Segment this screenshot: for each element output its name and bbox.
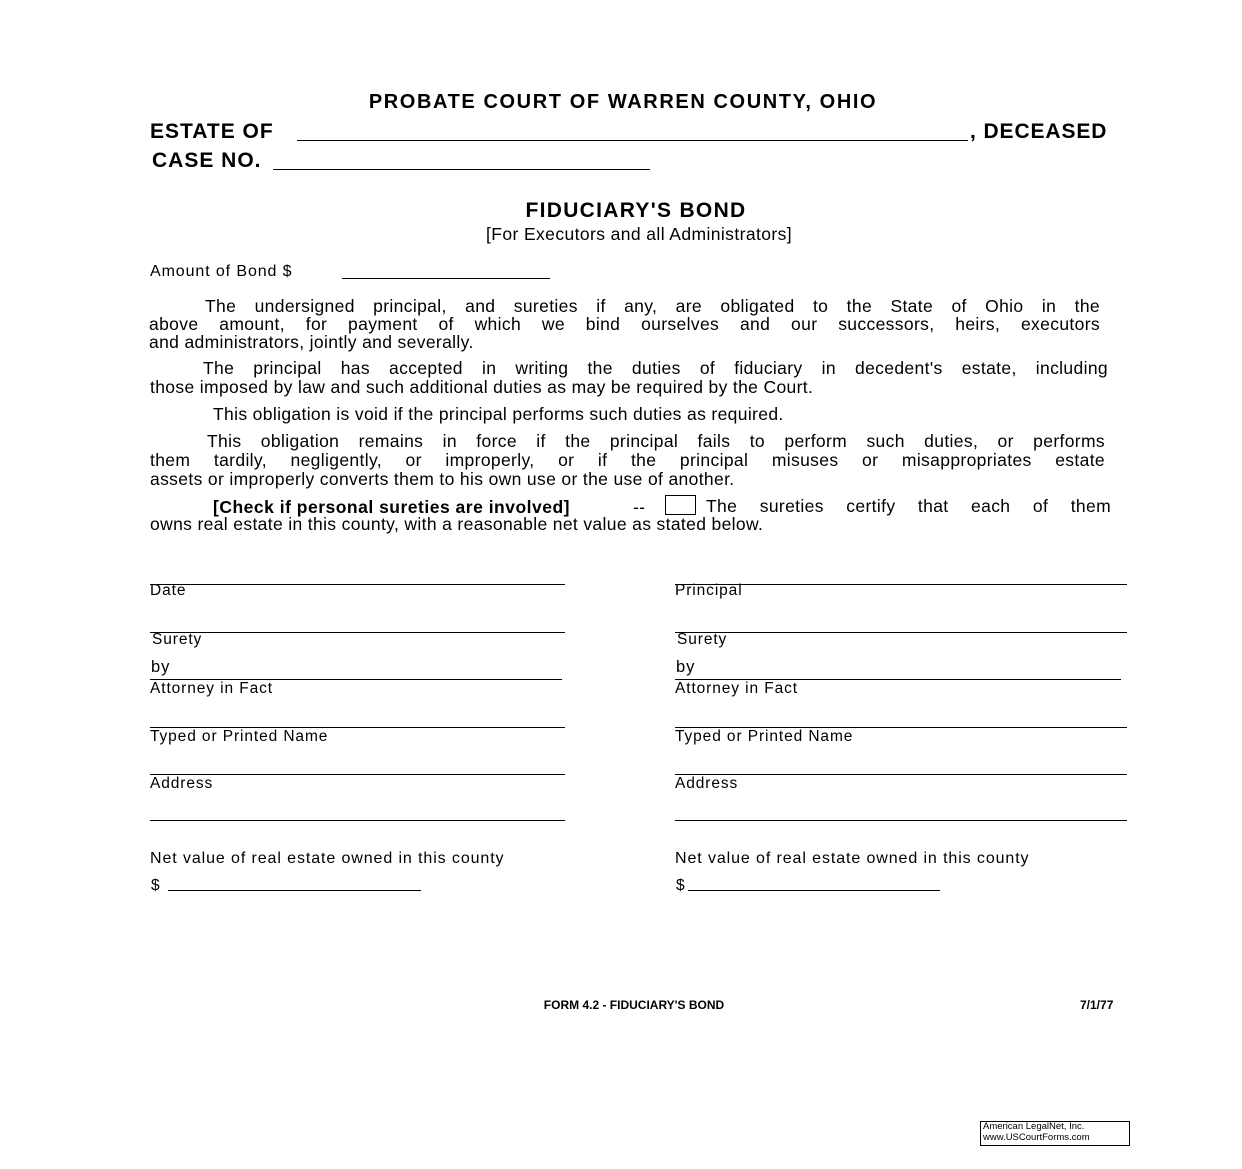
estate-of-label: ESTATE OF [150,120,274,143]
left-address-label: Address [150,775,214,792]
left-attorney-label: Attorney in Fact [150,680,273,697]
estate-name-field[interactable] [297,140,968,141]
date-field[interactable] [150,584,565,585]
publisher-box [980,1121,1130,1146]
p1-line2: above amount, for payment of which we bind ourselves and our successors, heirs, executors [149,314,1100,334]
deceased-label: , DECEASED [970,120,1108,143]
right-net-value-field[interactable] [688,890,940,891]
p3-line1: This obligation is void if the principal performs such duties as required. [213,404,784,424]
left-typed-name-label: Typed or Printed Name [150,728,329,745]
p4-line1: This obligation remains in force if the principal fails to perform such duties, or performs [207,431,1105,451]
publisher-url: www.USCourtForms.com [983,1131,1090,1143]
check-label: [Check if personal sureties are involved] [213,497,571,517]
right-net-value-label: Net value of real estate owned in this county [675,850,1030,867]
form-date: 7/1/77 [1080,998,1114,1012]
left-address-line2[interactable] [150,820,565,821]
case-no-field[interactable] [273,169,650,170]
publisher-name: American LegalNet, Inc. [983,1121,1085,1132]
right-surety-label: Surety [677,631,728,648]
form-title: FIDUCIARY'S BOND [525,199,747,222]
right-address-line2[interactable] [675,820,1127,821]
left-surety-field[interactable] [150,632,565,633]
case-no-label: CASE NO. [152,149,262,172]
left-by-label: by [151,658,171,676]
p4-line3: assets or improperly converts them to his own use or the use of another. [150,469,735,489]
sureties-checkbox[interactable] [665,495,696,515]
p1-line1: The undersigned principal, and sureties if any, are obligated to the State of Ohio in the [205,296,1100,316]
right-attorney-label: Attorney in Fact [675,680,798,697]
p2-line1: The principal has accepted in writing the duties of fiduciary in decedent's estate, including [203,358,1108,378]
date-label: Date [150,582,187,599]
principal-field[interactable] [675,584,1127,585]
p2-line2: those imposed by law and such additional duties as may be required by the Court. [150,377,814,397]
right-by-label: by [676,658,696,676]
right-dollar-sign: $ [676,877,686,894]
form-number: FORM 4.2 - FIDUCIARY'S BOND [543,998,725,1012]
principal-label: Principal [675,582,743,599]
left-dollar-sign: $ [151,877,161,894]
form-subtitle: [For Executors and all Administrators] [485,224,792,244]
right-address-label: Address [675,775,739,792]
left-net-value-label: Net value of real estate owned in this county [150,850,505,867]
check-text: The sureties certify that each of them [706,496,1111,516]
court-title: PROBATE COURT OF WARREN COUNTY, OHIO [368,91,878,113]
amount-label: Amount of Bond $ [150,263,293,280]
amount-field[interactable] [342,278,550,279]
right-typed-name-label: Typed or Printed Name [675,728,854,745]
check-dash: -- [633,497,646,517]
p1-line3: and administrators, jointly and severally. [149,332,474,352]
left-surety-label: Surety [152,631,203,648]
right-surety-field[interactable] [675,632,1127,633]
check-line2: owns real estate in this county, with a reasonable net value as stated below. [150,514,764,534]
right-address-field[interactable] [675,774,1127,775]
p4-line2: them tardily, negligently, or improperly, or if the principal misuses or misappropriates estate [150,450,1105,470]
left-net-value-field[interactable] [168,890,421,891]
